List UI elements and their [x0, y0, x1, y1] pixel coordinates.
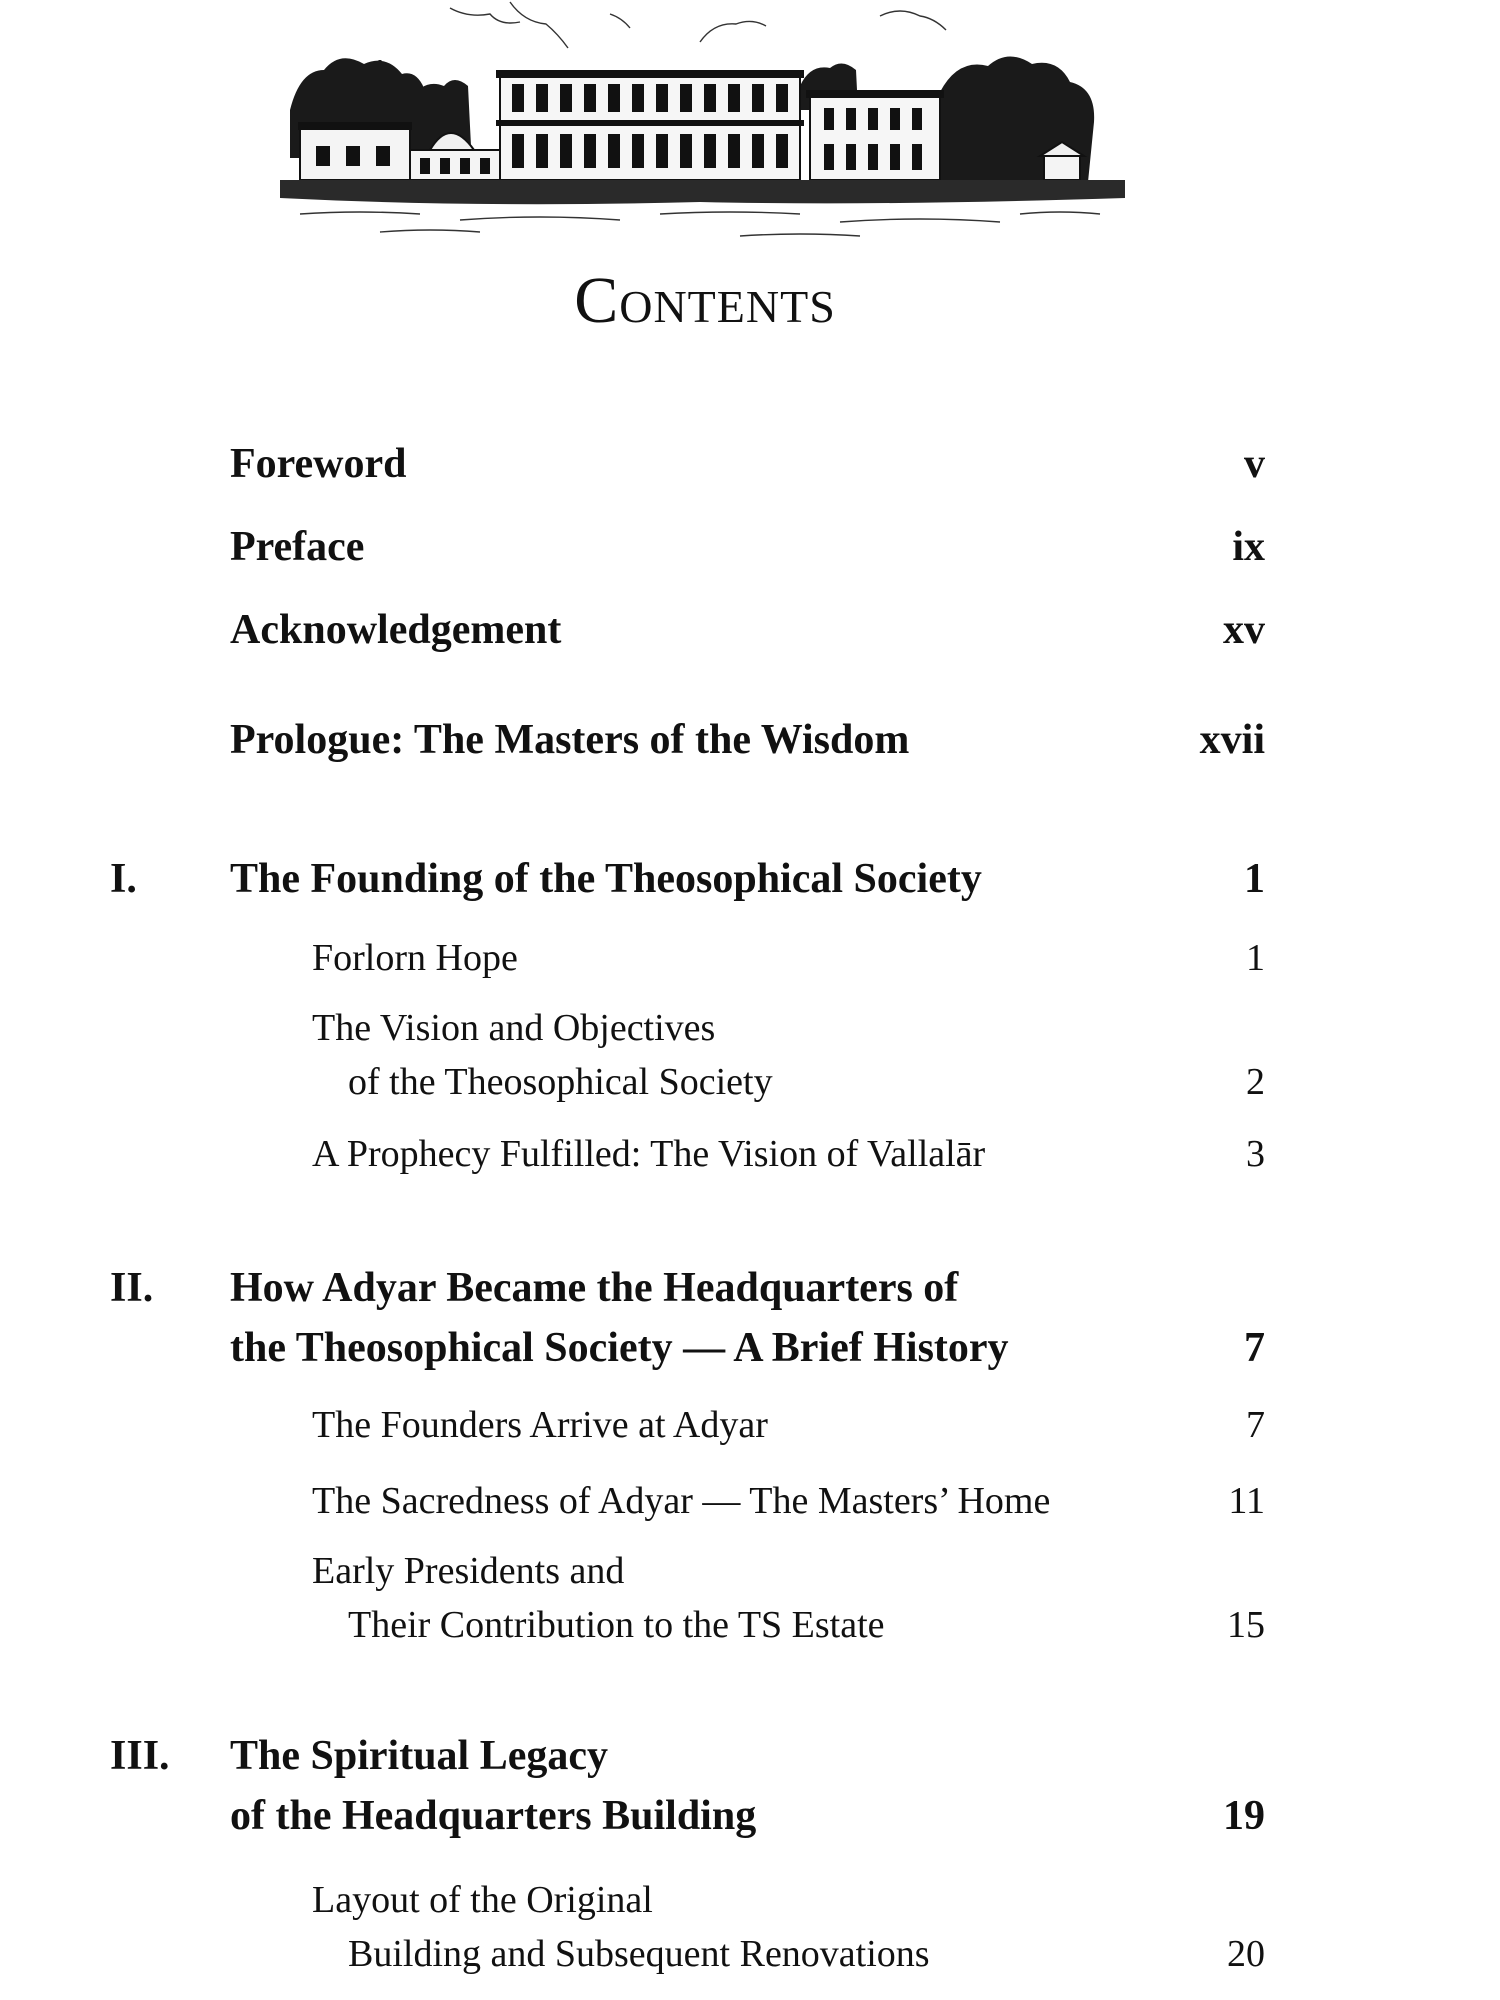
entry-title: Foreword	[230, 441, 407, 487]
section-title-line: A Prophecy Fulfilled: The Vision of Vallalār	[312, 1133, 986, 1175]
section-title	[312, 1873, 1265, 1981]
toc-section-forlorn-hope[interactable]	[312, 931, 1265, 985]
section-title	[312, 1001, 1265, 1109]
chapter-number: II.	[110, 1265, 154, 1311]
chapter-page-number: 1	[1244, 856, 1265, 902]
toc-section-vision-objectives[interactable]	[312, 1001, 1265, 1109]
section-page-number: 15	[1227, 1604, 1265, 1646]
section-page-number: 11	[1228, 1480, 1265, 1522]
toc-section-founders-arrive[interactable]	[312, 1398, 1265, 1452]
chapter-title-line: How Adyar Became the Headquarters of	[230, 1265, 959, 1311]
toc-chapter-3[interactable]	[110, 1726, 1265, 1846]
entry-page-number: xvii	[1199, 717, 1265, 763]
section-title-line: Layout of the Original	[312, 1879, 653, 1921]
chapter-title-line: the Theosophical Society — A Brief History	[230, 1325, 1009, 1371]
section-page-number: 2	[1246, 1061, 1265, 1103]
section-title-line: The Vision and Objectives	[312, 1007, 716, 1049]
section-title-line: The Founders Arrive at Adyar	[312, 1404, 768, 1446]
toc-section-early-presidents[interactable]	[312, 1544, 1265, 1652]
section-title	[312, 1474, 1265, 1528]
entry-page-number: xv	[1223, 607, 1265, 653]
chapter-title-line: The Spiritual Legacy	[230, 1733, 609, 1779]
section-page-number: 7	[1246, 1404, 1265, 1446]
section-title-line: of the Theosophical Society	[348, 1061, 773, 1103]
chapter-title	[230, 1258, 1185, 1378]
entry-page-number: v	[1244, 441, 1265, 487]
chapter-page-number: 7	[1244, 1325, 1265, 1371]
chapter-number: I.	[110, 856, 137, 902]
toc-chapter-2[interactable]	[110, 1258, 1265, 1378]
headquarters-building-illustration	[280, 0, 1125, 248]
toc-entry-acknowledgement[interactable]	[230, 609, 1265, 651]
section-page-number: 20	[1227, 1933, 1265, 1975]
section-title	[312, 931, 1265, 985]
toc-section-layout-original-building[interactable]	[312, 1873, 1265, 1981]
section-title-line: Forlorn Hope	[312, 937, 518, 979]
chapter-title-line: of the Headquarters Building	[230, 1793, 757, 1839]
chapter-number: III.	[110, 1733, 170, 1779]
entry-title: Prologue: The Masters of the Wisdom	[230, 717, 910, 763]
toc-entry-prologue[interactable]	[230, 719, 1265, 761]
toc-chapter-1[interactable]	[110, 849, 1265, 909]
toc-section-prophecy-fulfilled[interactable]	[312, 1127, 1265, 1181]
entry-title: Acknowledgement	[230, 607, 562, 653]
section-title	[312, 1127, 1265, 1181]
toc-entry-preface[interactable]	[230, 526, 1265, 568]
toc-section-sacredness-of-adyar[interactable]	[312, 1474, 1265, 1528]
section-title-line: Early Presidents and	[312, 1550, 625, 1592]
contents-heading: Contents	[574, 264, 836, 337]
section-title-line: Building and Subsequent Renovations	[348, 1933, 930, 1975]
chapter-title	[230, 849, 1185, 909]
section-page-number: 1	[1246, 937, 1265, 979]
section-title	[312, 1544, 1265, 1652]
entry-page-number: ix	[1232, 524, 1265, 570]
chapter-title	[230, 1726, 1185, 1846]
section-page-number: 3	[1246, 1133, 1265, 1175]
section-title	[312, 1398, 1265, 1452]
section-title-line: The Sacredness of Adyar — The Masters’ Home	[312, 1480, 1051, 1522]
chapter-page-number: 19	[1223, 1793, 1265, 1839]
toc-entry-foreword[interactable]	[230, 443, 1265, 485]
section-title-line: Their Contribution to the TS Estate	[348, 1604, 885, 1646]
chapter-title-line: The Founding of the Theosophical Society	[230, 856, 982, 902]
entry-title: Preface	[230, 524, 365, 570]
